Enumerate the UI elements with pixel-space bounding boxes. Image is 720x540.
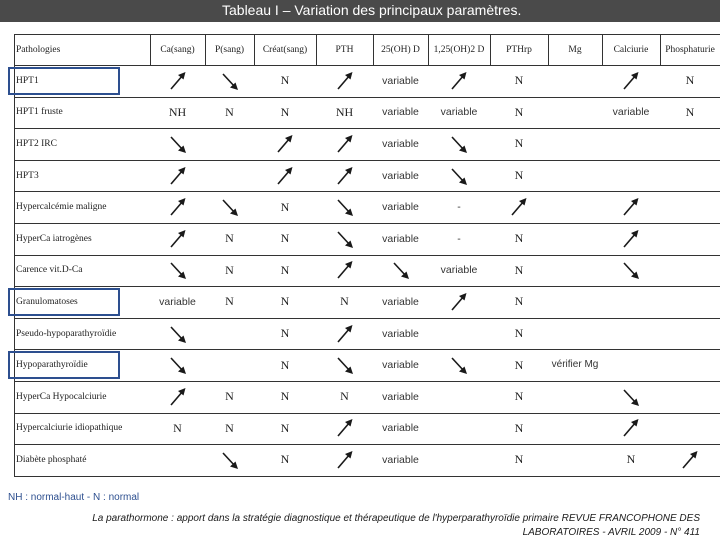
table-cell (548, 160, 602, 192)
arrow-up-icon (507, 195, 531, 219)
cell-value: variable (612, 106, 650, 119)
row-label: HPT3 (16, 170, 39, 181)
cell-value: variable (382, 137, 419, 150)
arrow-down-icon (447, 132, 471, 156)
cell-value: N (225, 104, 234, 119)
table-cell (150, 444, 205, 476)
table-cell (316, 97, 373, 129)
table-cell (548, 413, 602, 445)
table-cell (490, 444, 548, 476)
arrow-down-icon (447, 353, 471, 377)
column-header: 1,25(OH)2 D (433, 44, 485, 55)
table-cell (205, 65, 254, 97)
cell-value: variable (382, 422, 419, 435)
table-cell (205, 286, 254, 318)
row-label: HyperCa iatrogènes (16, 233, 92, 244)
table-cell (490, 255, 548, 287)
table-cell (373, 65, 428, 97)
table-cell (316, 128, 373, 160)
column-header: Calciurie (613, 44, 649, 55)
table-cell (602, 65, 660, 97)
table-cell (254, 223, 316, 255)
arrow-up-icon (166, 195, 190, 219)
table-cell (602, 413, 660, 445)
table-cell (205, 413, 254, 445)
cell-value: N (514, 357, 524, 372)
arrow-down-icon (166, 322, 190, 346)
table-cell (428, 381, 490, 413)
table-cell (150, 160, 205, 192)
cell-value: N (514, 420, 524, 435)
arrow-down-icon (619, 258, 643, 282)
cell-value: N (280, 452, 290, 467)
cell-value: N (280, 294, 290, 309)
table-cell (254, 381, 316, 413)
row-label: HPT1 fruste (16, 107, 63, 118)
table-cell (428, 286, 490, 318)
table-cell (490, 223, 548, 255)
table-cell (490, 318, 548, 350)
table-cell (660, 255, 720, 287)
table-cell (150, 191, 205, 223)
table-cell (205, 381, 254, 413)
table-cell (254, 191, 316, 223)
row-label: Diabète phosphaté (16, 454, 87, 465)
table-cell (660, 381, 720, 413)
table-cell (660, 286, 720, 318)
table-cell (205, 444, 254, 476)
table-cell (490, 160, 548, 192)
cell-value: N (225, 262, 234, 277)
table-cell (490, 286, 548, 318)
row-label: HyperCa Hypocalciurie (16, 391, 107, 402)
cell-value: N (514, 104, 524, 119)
cell-value: N (685, 104, 695, 119)
cell-value: variable (382, 232, 419, 245)
table-cell (373, 255, 428, 287)
cell-value: N (514, 294, 524, 309)
row-label: Hypercalciurie idiopathique (16, 423, 123, 434)
cell-value: variable (382, 295, 419, 308)
table-cell (316, 191, 373, 223)
arrow-down-icon (619, 385, 643, 409)
table-cell (373, 318, 428, 350)
table-cell (373, 160, 428, 192)
table-cell (254, 413, 316, 445)
cell-value: variable (382, 74, 419, 87)
row-divider (14, 476, 720, 477)
table-cell (660, 223, 720, 255)
table-cell (373, 223, 428, 255)
column-header: Mg (568, 44, 582, 55)
cell-value: N (225, 389, 234, 404)
table-cell (150, 413, 205, 445)
row-label: Carence vit.D-Ca (16, 265, 83, 276)
cell-value: variable (382, 390, 419, 403)
table-cell (602, 128, 660, 160)
table-cell (316, 381, 373, 413)
table-cell (316, 349, 373, 381)
table-cell (205, 223, 254, 255)
table-cell (602, 444, 660, 476)
table-cell (150, 286, 205, 318)
arrow-down-icon (218, 69, 242, 93)
cell-value: N (340, 389, 349, 404)
table-cell (602, 223, 660, 255)
arrow-up-icon (166, 69, 190, 93)
cell-value: variable (382, 106, 419, 119)
table-cell (602, 318, 660, 350)
cell-value: N (340, 294, 349, 309)
column-header: Pathologies (16, 44, 61, 55)
table-cell (150, 255, 205, 287)
table-cell (150, 223, 205, 255)
table-cell (373, 128, 428, 160)
table-cell (205, 97, 254, 129)
table-cell (428, 97, 490, 129)
table-cell (660, 444, 720, 476)
arrow-down-icon (218, 448, 242, 472)
arrow-up-icon (447, 69, 471, 93)
cell-value: N (514, 389, 524, 404)
table-title: Tableau I – Variation des principaux paramètres. (222, 2, 522, 18)
table-cell (150, 318, 205, 350)
arrow-up-icon (619, 69, 643, 93)
arrow-up-icon (333, 69, 357, 93)
arrow-down-icon (166, 258, 190, 282)
table-cell (660, 318, 720, 350)
table-cell (548, 128, 602, 160)
table-cell (316, 413, 373, 445)
cell-value: N (626, 452, 636, 467)
table-cell (316, 160, 373, 192)
arrow-up-icon (333, 132, 357, 156)
cell-value: N (280, 326, 290, 341)
table-cell (548, 65, 602, 97)
arrow-up-icon (333, 164, 357, 188)
cell-value: N (225, 231, 234, 246)
table-cell (150, 97, 205, 129)
table-cell (602, 97, 660, 129)
table-cell (548, 318, 602, 350)
table-cell (428, 349, 490, 381)
arrow-down-icon (333, 353, 357, 377)
table-cell (602, 160, 660, 192)
arrow-down-icon (333, 227, 357, 251)
cell-value: N (685, 73, 695, 88)
table-cell (373, 97, 428, 129)
table-cell (660, 65, 720, 97)
arrow-up-icon (333, 258, 357, 282)
table-cell (254, 128, 316, 160)
table-cell (548, 223, 602, 255)
table-cell (254, 160, 316, 192)
table-cell (316, 255, 373, 287)
arrow-up-icon (333, 448, 357, 472)
table-cell (660, 349, 720, 381)
cell-value: variable (440, 264, 478, 277)
column-header: P(sang) (214, 44, 245, 55)
column-header: PTH (335, 44, 354, 55)
table-cell (428, 318, 490, 350)
table-cell (602, 381, 660, 413)
cell-value: N (280, 262, 290, 277)
cell-value: N (225, 294, 234, 309)
table-cell (373, 444, 428, 476)
cell-value: - (457, 232, 461, 245)
cell-value: N (280, 104, 290, 119)
cell-value: N (225, 420, 234, 435)
arrow-up-icon (273, 164, 297, 188)
table-cell (660, 97, 720, 129)
table-cell (373, 349, 428, 381)
table-cell (254, 444, 316, 476)
table-cell (254, 65, 316, 97)
cell-value: variable (159, 295, 196, 308)
citation: La parathormone : apport dans la stratégie diagnostique et thérapeutique de l'hyperparathyroïdie primaire REVUE FRANCOPHONE DES LABORATOIRES - AVRIL 2009 - N° 411 (92, 513, 700, 538)
arrow-up-icon (166, 385, 190, 409)
table-cell (373, 413, 428, 445)
table-cell (373, 286, 428, 318)
table-cell (602, 191, 660, 223)
arrow-up-icon (619, 227, 643, 251)
table-cell (602, 349, 660, 381)
table-cell (428, 160, 490, 192)
table-cell (205, 128, 254, 160)
arrow-up-icon (447, 290, 471, 314)
table-cell (548, 191, 602, 223)
table-cell (254, 286, 316, 318)
table-cell (205, 318, 254, 350)
cell-value: N (514, 168, 524, 183)
table-cell (548, 286, 602, 318)
cell-value: N (173, 420, 182, 435)
table-cell (373, 191, 428, 223)
table-cell (602, 255, 660, 287)
table-cell (490, 97, 548, 129)
cell-value: N (280, 357, 290, 372)
arrow-up-icon (273, 132, 297, 156)
table-cell (660, 413, 720, 445)
cell-value: N (280, 420, 290, 435)
table-cell (205, 349, 254, 381)
cell-value: NH (335, 104, 354, 119)
arrow-up-icon (166, 164, 190, 188)
table-cell (490, 349, 548, 381)
table-cell (660, 160, 720, 192)
cell-value: N (280, 231, 290, 246)
arrow-down-icon (166, 353, 190, 377)
table-cell (548, 97, 602, 129)
table-cell (373, 381, 428, 413)
table-cell (316, 65, 373, 97)
row-label: HPT1 (16, 75, 39, 86)
row-label: Pseudo-hypoparathyroïdie (16, 328, 117, 339)
table-cell (428, 413, 490, 445)
row-label: Hypoparathyroïdie (16, 360, 88, 371)
arrow-up-icon (166, 227, 190, 251)
table-cell (428, 444, 490, 476)
cell-value: N (514, 262, 524, 277)
table-cell (548, 381, 602, 413)
table-cell (548, 255, 602, 287)
row-label: Hypercalcémie maligne (16, 202, 107, 213)
arrow-up-icon (619, 195, 643, 219)
cell-value: vérifier Mg (551, 359, 599, 371)
table-cell (490, 191, 548, 223)
table-cell (205, 160, 254, 192)
arrow-down-icon (218, 195, 242, 219)
table-cell (205, 191, 254, 223)
cell-value: variable (440, 106, 478, 119)
table-cell (254, 97, 316, 129)
table-cell (254, 255, 316, 287)
cell-value: N (514, 231, 524, 246)
column-header: Phosphaturie (665, 44, 715, 55)
cell-value: N (514, 73, 524, 88)
cell-value: variable (382, 327, 419, 340)
table-cell (490, 128, 548, 160)
cell-value: variable (382, 453, 419, 466)
table-cell (602, 286, 660, 318)
legend: NH : normal-haut - N : normal (8, 492, 140, 503)
table-cell (205, 255, 254, 287)
table-cell (428, 223, 490, 255)
table-cell (660, 191, 720, 223)
row-label: HPT2 IRC (16, 138, 57, 149)
table-cell (490, 381, 548, 413)
table-cell (428, 128, 490, 160)
cell-value: N (280, 389, 290, 404)
column-header: PTHrp (506, 44, 532, 55)
table-cell (316, 286, 373, 318)
table-cell (150, 381, 205, 413)
arrow-up-icon (619, 416, 643, 440)
cell-value: variable (382, 201, 419, 214)
cell-value: N (514, 452, 524, 467)
arrow-down-icon (166, 132, 190, 156)
table-cell (316, 318, 373, 350)
table-cell (490, 65, 548, 97)
cell-value: variable (382, 359, 419, 372)
table-cell (254, 349, 316, 381)
table-cell (660, 128, 720, 160)
cell-value: variable (382, 169, 419, 182)
arrow-down-icon (389, 258, 413, 282)
table-cell (316, 444, 373, 476)
table-cell (428, 255, 490, 287)
table-cell (490, 413, 548, 445)
arrow-down-icon (333, 195, 357, 219)
table-cell (428, 191, 490, 223)
column-header: Créat(sang) (262, 44, 308, 55)
arrow-up-icon (333, 322, 357, 346)
row-label: Granulomatoses (16, 296, 78, 307)
column-header: Ca(sang) (160, 44, 195, 55)
table-cell (150, 349, 205, 381)
table-cell (428, 65, 490, 97)
cell-value: N (280, 73, 290, 88)
cell-value: N (514, 326, 524, 341)
table-cell (150, 65, 205, 97)
arrow-down-icon (447, 164, 471, 188)
table-cell (548, 349, 602, 381)
table-cell (548, 444, 602, 476)
arrow-up-icon (678, 448, 702, 472)
cell-value: N (514, 136, 524, 151)
cell-value: N (280, 199, 290, 214)
cell-value: - (457, 201, 461, 214)
arrow-up-icon (333, 416, 357, 440)
table-cell (254, 318, 316, 350)
column-header: 25(OH) D (381, 44, 420, 55)
cell-value: NH (168, 104, 187, 119)
table-cell (150, 128, 205, 160)
table-cell (316, 223, 373, 255)
